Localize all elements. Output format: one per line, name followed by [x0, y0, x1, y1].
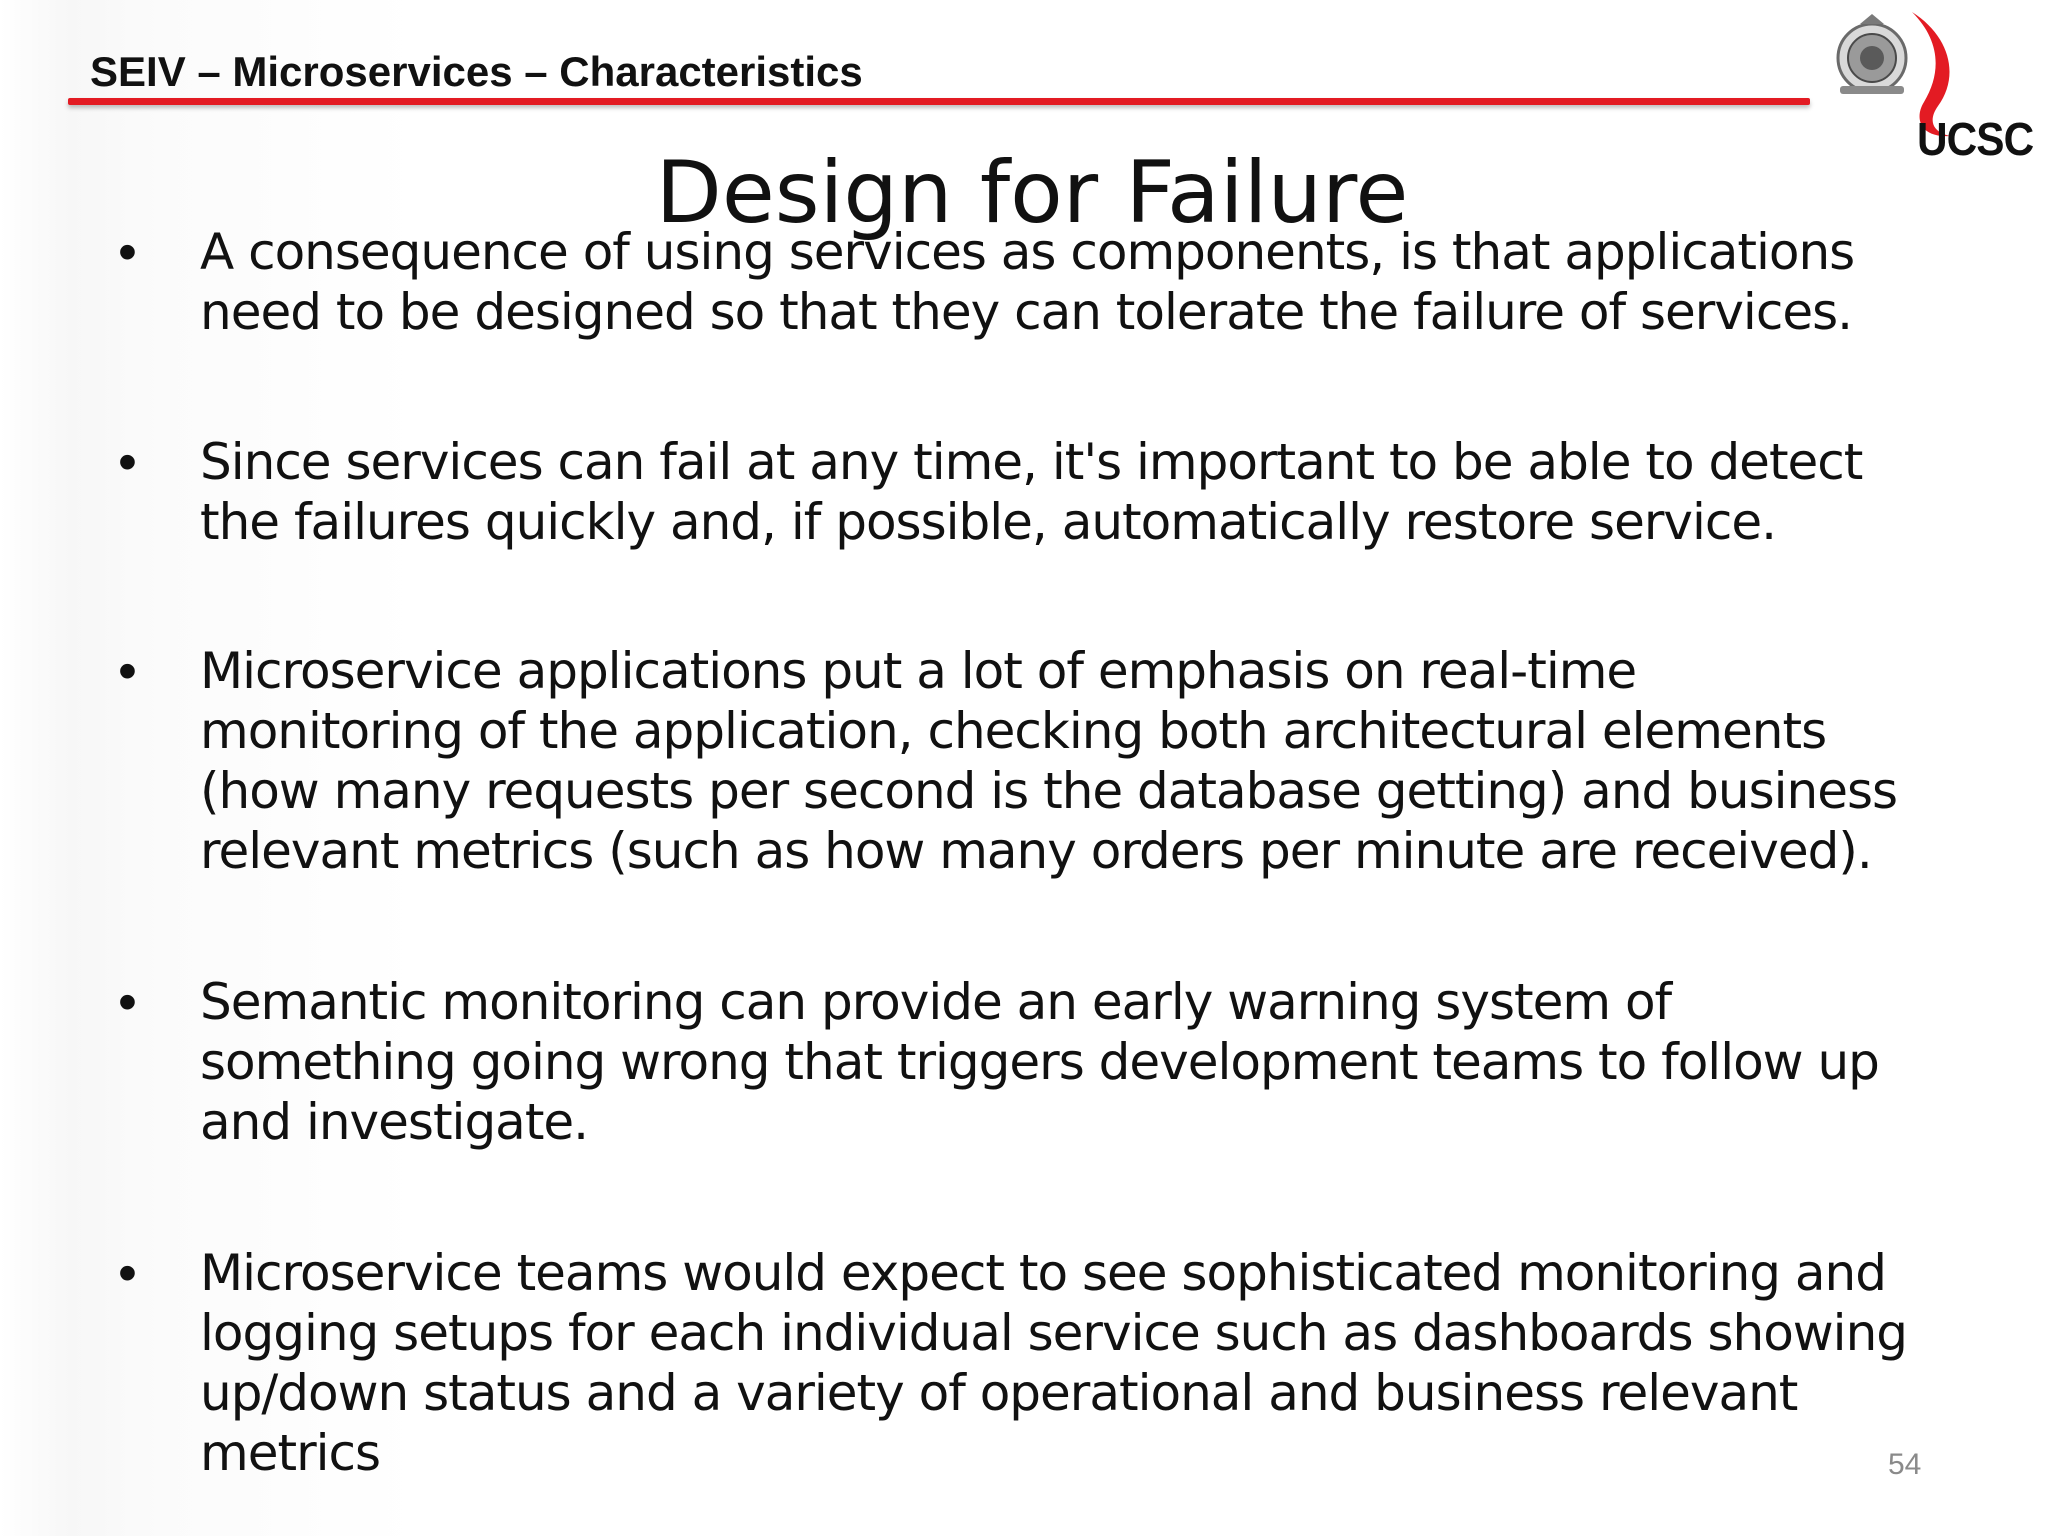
bullet-icon: • [118, 641, 137, 701]
logo-wordmark: UCSC [1917, 113, 2034, 165]
bullet-text: Since services can fail at any time, it's important to be able to detect the failures quickly and, if possible, automatically restore service. [200, 433, 1863, 551]
page-number: 54 [1888, 1448, 1922, 1481]
bullet-text: Semantic monitoring can provide an early warning system of something going wrong that triggers development teams to follow up and investigate. [200, 973, 1879, 1151]
bullet-text: Microservice teams would expect to see sophisticated monitoring and logging setups for each individual service such as dashboards showing up/down status and a variety of operational and business relevant metrics [200, 1244, 1908, 1482]
slide-title: Design for Failure [655, 143, 1409, 243]
bullet-icon: • [118, 432, 137, 492]
bullet-text: A consequence of using services as components, is that applications need to be designed so that they can tolerate the failure of services. [200, 223, 1855, 341]
bullet-icon: • [118, 972, 137, 1032]
bullet-icon: • [118, 1243, 137, 1303]
bullet-text: Microservice applications put a lot of emphasis on real-time monitoring of the application, checking both architectural elements (how many requests per second is the database getting) and business relevant metrics (such as how many orders per minute are received). [200, 642, 1898, 880]
slide-header: SEIV – Microservices – Characteristics [90, 48, 863, 95]
bullet-icon: • [118, 222, 137, 282]
